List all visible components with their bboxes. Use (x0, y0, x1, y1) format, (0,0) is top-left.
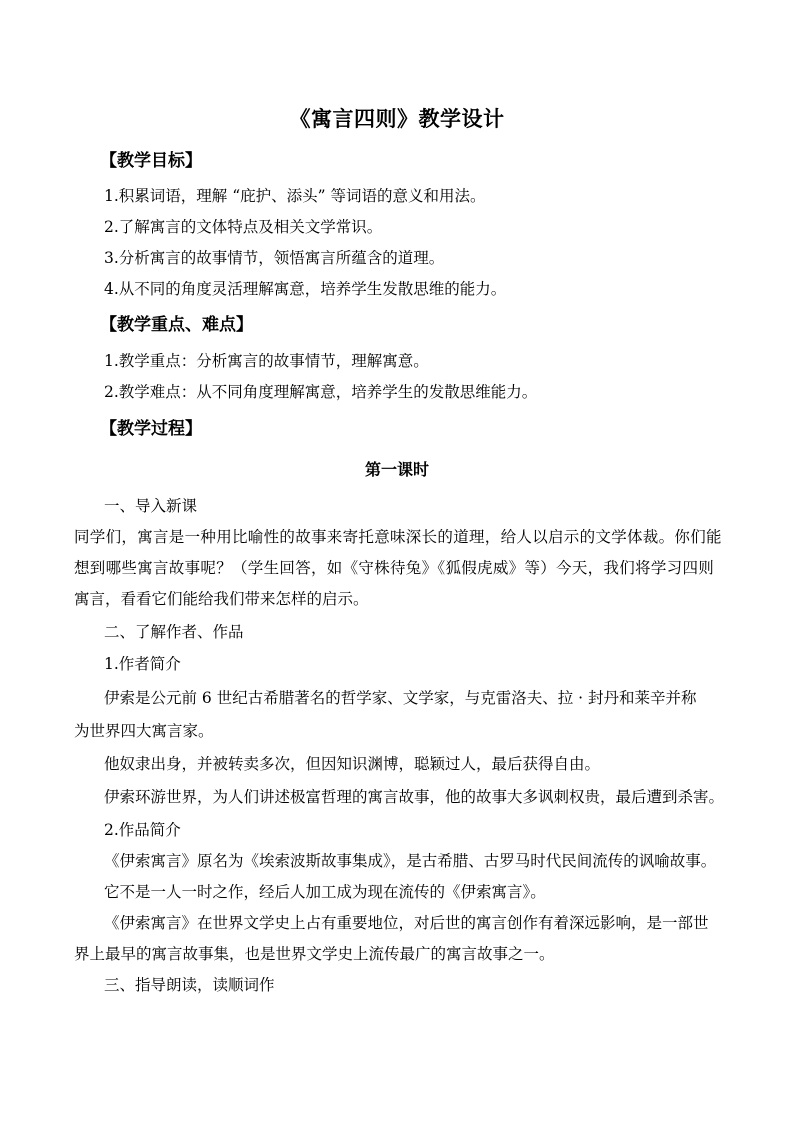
author-line: 他奴隶出身，并被转卖多次，但因知识渊博，聪颖过人，最后获得自由。 (104, 755, 601, 773)
document-title: 《寓言四则》教学设计 (289, 106, 505, 131)
part2-heading: 二、了解作者、作品 (104, 623, 244, 641)
author-line: 伊索环游世界，为人们讲述极富哲理的寓言故事，他的故事大多讽刺权贵，最后遭到杀害。 (104, 788, 725, 806)
author-line: 为世界四大寓言家。 (74, 722, 214, 740)
key-point-item: 1.教学重点：分析寓言的故事情节，理解寓意。 (104, 352, 429, 370)
objective-item: 4.从不同的角度灵活理解寓意，培养学生发散思维的能力。 (104, 280, 507, 298)
intro-line: 想到哪些寓言故事呢？（学生回答，如《守株待兔》《狐假虎威》等）今天，我们将学习四则 (74, 559, 715, 577)
author-heading: 1.作者简介 (104, 655, 181, 673)
work-line: 《伊索寓言》原名为《埃索波斯故事集成》，是古希腊、古罗马时代民间流传的讽喻故事。 (104, 852, 717, 870)
work-line: 界上最早的寓言故事集，也是世界文学史上流传最广的寓言故事之一。 (74, 945, 555, 963)
work-line: 《伊索寓言》在世界文学史上占有重要地位，对后世的寓言创作有着深远影响，是一部世 (104, 914, 709, 932)
objective-item: 2.了解寓言的文体特点及相关文学常识。 (104, 218, 383, 236)
intro-line: 寓言，看看它们能给我们带来怎样的启示。 (74, 590, 369, 608)
key-points-heading: 【教学重点、难点】 (100, 315, 253, 335)
lesson-title: 第一课时 (364, 460, 429, 479)
part1-heading: 一、导入新课 (104, 497, 198, 515)
objectives-heading: 【教学目标】 (100, 151, 202, 171)
work-heading: 2.作品简介 (104, 821, 181, 839)
objective-item: 3.分析寓言的故事情节，领悟寓言所蕴含的道理。 (104, 249, 445, 267)
key-point-item: 2.教学难点：从不同角度理解寓意，培养学生的发散思维能力。 (104, 383, 538, 401)
part3-heading: 三、指导朗读，读顺词作 (104, 976, 275, 994)
work-line: 它不是一人一时之作，经后人加工成为现在流传的《伊索寓言》。 (104, 883, 546, 901)
intro-line: 同学们，寓言是一种用比喻性的故事来寄托意味深长的道理，给人以启示的文学体裁。你们能 (74, 528, 722, 546)
author-line: 伊索是公元前 6 世纪古希腊著名的哲学家、文学家，与克雷洛夫、拉 · 封丹和莱辛并称 (104, 689, 697, 707)
objective-item: 1.积累词语，理解 “庇护、添头” 等词语的意义和用法。 (104, 187, 486, 205)
process-heading: 【教学过程】 (100, 419, 202, 439)
